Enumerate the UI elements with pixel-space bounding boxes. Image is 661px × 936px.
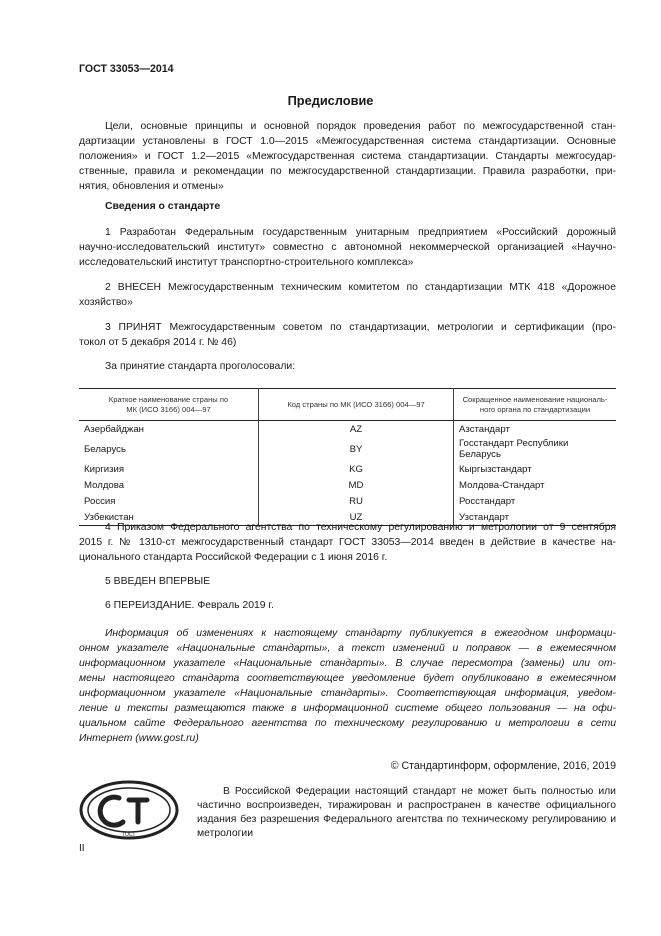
table-row bbox=[79, 461, 616, 477]
table-row bbox=[79, 437, 616, 461]
info-line: мены настоящего стандарта соответствующее уведомление будет опубликовано в ежемесячном bbox=[79, 673, 616, 684]
country-code: BY bbox=[259, 437, 454, 461]
item-6: 6 ПЕРЕИЗДАНИЕ. Февраль 2019 г. bbox=[105, 600, 274, 611]
item-1-paragraph bbox=[79, 225, 616, 270]
item-2-line: хозяйство» bbox=[79, 297, 133, 308]
table-header-row bbox=[79, 389, 616, 421]
standards-body: Госстандарт Республики Беларусь bbox=[459, 438, 569, 460]
country-name: Азербайджан bbox=[79, 421, 259, 438]
item-2-paragraph bbox=[79, 280, 616, 310]
intro-paragraph bbox=[79, 119, 616, 194]
country-name: Россия bbox=[79, 493, 259, 509]
table-row bbox=[79, 421, 616, 438]
info-line: онном указателе «Национальные стандарты», а текст изменений и поправок — в ежемесячном bbox=[79, 643, 616, 654]
country-code: UZ bbox=[259, 509, 454, 526]
item-1-line: 1 Разработан Федеральным государственным унитарным предприятием «Российский дорожный bbox=[105, 227, 616, 238]
standards-body: Молдова-Стандарт bbox=[459, 479, 545, 491]
info-line: циальном сайте Федерального агентства по техническому регулированию и метрологии в сети bbox=[79, 718, 616, 729]
table-row bbox=[79, 477, 616, 493]
standards-body: Росстандарт bbox=[459, 495, 516, 507]
item-3-paragraph bbox=[79, 320, 616, 350]
item-1-line: научно-исследовательский институт» совместно с автономной некоммерческой организацией «Научно- bbox=[79, 242, 616, 253]
country-code: AZ bbox=[259, 421, 454, 438]
country-code: MD bbox=[259, 477, 454, 493]
standards-body: Азстандарт bbox=[459, 423, 510, 435]
country-name: Беларусь bbox=[79, 437, 259, 461]
item-1-line: исследовательский институт транспортно-строительного комплекса» bbox=[79, 257, 414, 268]
item-4-line: ционального стандарта Российской Федерации с 1 июня 2016 г. bbox=[79, 552, 388, 563]
legal-line: метрологии bbox=[197, 828, 254, 839]
copyright-notice: © Стандартинформ, оформление, 2016, 2019 bbox=[390, 760, 616, 772]
country-code: RU bbox=[259, 493, 454, 509]
gost-logo-icon bbox=[77, 778, 181, 842]
page-number: II bbox=[79, 843, 85, 854]
item-2-line: 2 ВНЕСЕН Межгосударственным техническим комитетом по стандартизации МТК 418 «Дорожное bbox=[105, 282, 616, 293]
item-4-line: 4 Приказом Федерального агентства по техническому регулированию и метрологии от 9 сентября bbox=[105, 522, 616, 533]
legal-notice bbox=[197, 785, 616, 841]
legal-line: издания без разрешения Федерального агентства по техническому регулированию и bbox=[197, 814, 616, 825]
country-code: KG bbox=[259, 461, 454, 477]
info-line: информационном указателе «Национальные стандарты». В случае пересмотра (замены) или от- bbox=[79, 658, 616, 669]
item-3-line: токол от 5 декабря 2014 г. № 46) bbox=[79, 337, 237, 348]
item-3-line: 3 ПРИНЯТ Межгосударственным советом по стандартизации, метрологии и сертификации (про- bbox=[105, 322, 616, 333]
table-row bbox=[79, 493, 616, 509]
country-name: Киргизия bbox=[79, 461, 259, 477]
intro-line: ственные, правила и рекомендации по межгосударственной стандартизации. Правила разработки, при- bbox=[79, 166, 616, 177]
info-line: Информация об изменениях к настоящему стандарту публикуется в ежегодном информаци- bbox=[105, 628, 616, 639]
page-title: Предисловие bbox=[287, 93, 374, 108]
info-line: информационном указателе «Национальные стандарты». Соответствующая информация, уведом- bbox=[79, 688, 616, 699]
legal-line: В Российской Федерации настоящий стандарт не может быть полностью или bbox=[223, 786, 616, 797]
document-header: ГОСТ 33053—2014 bbox=[79, 63, 174, 75]
intro-line: Цели, основные принципы и основной порядок проведения работ по межгосударственной стан- bbox=[105, 121, 616, 132]
info-paragraph bbox=[79, 626, 616, 746]
countries-table bbox=[79, 388, 616, 526]
standards-body: Кыргызстандарт bbox=[459, 463, 532, 475]
item-4-paragraph bbox=[79, 520, 616, 565]
info-line: ление и тексты размещаются также в информационной системе общего пользования — на офи- bbox=[79, 703, 616, 714]
item-5: 5 ВВЕДЕН ВПЕРВЫЕ bbox=[105, 576, 211, 587]
intro-line: дартизации установлены в ГОСТ 1.0—2015 «Межгосударственная система стандартизации. Основные bbox=[79, 136, 616, 147]
intro-line: положения» и ГОСТ 1.2—2015 «Межгосударственная система стандартизации. Стандарты межгосудар- bbox=[79, 151, 616, 162]
vote-intro: За принятие стандарта проголосовали: bbox=[105, 361, 296, 372]
country-name: Молдова bbox=[79, 477, 259, 493]
country-name: Узбекистан bbox=[79, 509, 259, 526]
intro-line: нятия, обновления и отмены» bbox=[79, 181, 224, 192]
table-header-code: Код страны по МК (ИСО 3166) 004—97 bbox=[259, 389, 454, 421]
table-header-country: Краткое наименование страны по МК (ИСО 3166) 004—97 bbox=[79, 389, 259, 421]
logo-text: ГОСТ bbox=[122, 832, 136, 838]
standards-body: Узстандарт bbox=[454, 509, 617, 526]
section-subtitle: Сведения о стандарте bbox=[105, 201, 221, 212]
item-4-line: 2015 г. № 1310-ст межгосударственный стандарт ГОСТ 33053—2014 введен в действие в качестве на- bbox=[79, 537, 616, 548]
info-line: Интернет (www.gost.ru) bbox=[79, 733, 199, 744]
table-header-body: Сокращенное наименование националь- ного органа по стандартизации bbox=[454, 389, 617, 421]
legal-line: частично воспроизведен, тиражирован и распространен в качестве официального bbox=[197, 800, 616, 811]
